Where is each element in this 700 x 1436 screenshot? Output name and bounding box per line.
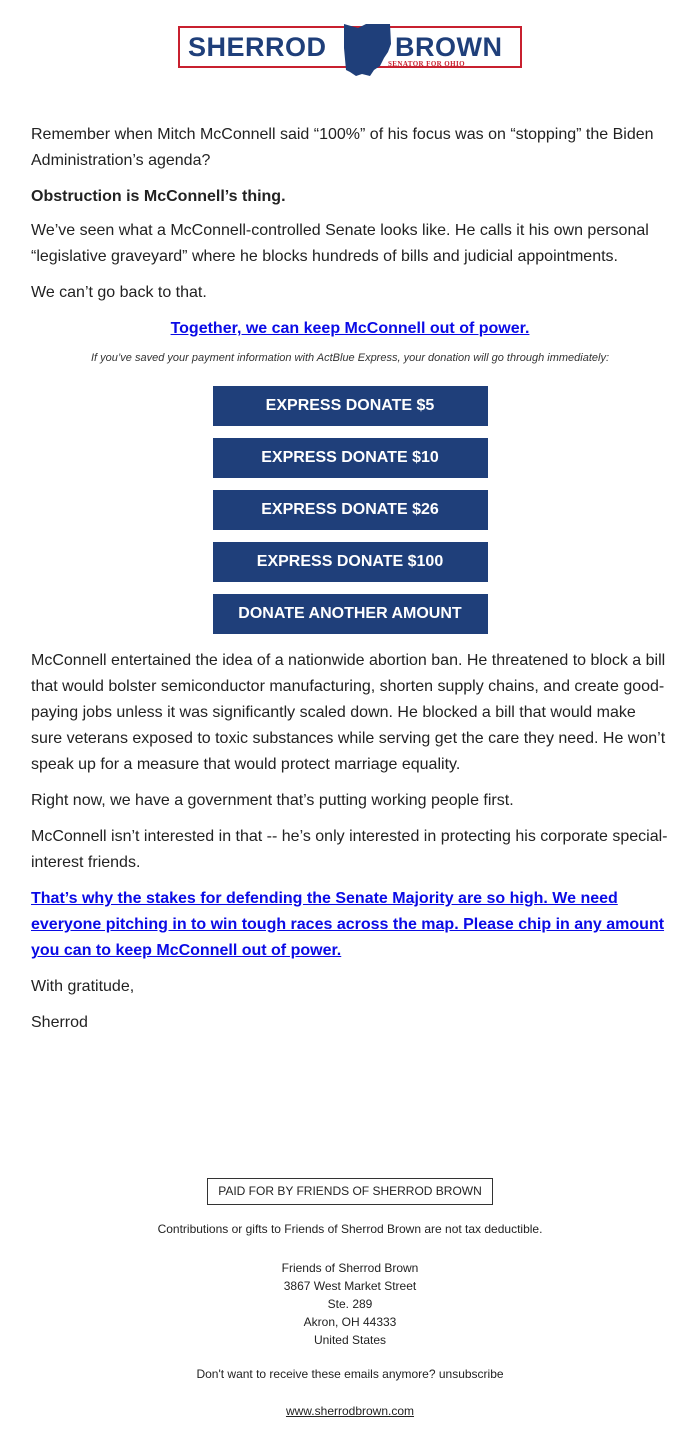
footer <box>0 1178 700 1419</box>
unsubscribe-line <box>0 1367 700 1382</box>
express-donate-10-button[interactable]: EXPRESS DONATE $10 <box>213 438 488 478</box>
express-donate-26-button[interactable]: EXPRESS DONATE $26 <box>213 490 488 530</box>
signoff: With gratitude, <box>31 978 135 995</box>
paid-for-disclaimer: PAID FOR BY FRIENDS OF SHERROD BROWN <box>207 1178 493 1205</box>
website-link[interactable]: www.sherrodbrown.com <box>285 1404 415 1418</box>
logo-text-sherrod: SHERROD <box>188 32 327 62</box>
address-line: 3867 West Market Street <box>283 1279 417 1293</box>
express-donate-100-button[interactable]: EXPRESS DONATE $100 <box>213 542 488 582</box>
paragraph-go-back: We can’t go back to that. <box>31 284 207 301</box>
unsubscribe-link[interactable]: Don't want to receive these emails anymore? unsubscribe <box>196 1367 504 1381</box>
ohio-state-icon <box>336 18 398 80</box>
signature: Sherrod <box>31 1014 88 1031</box>
donate-another-amount-button[interactable]: DONATE ANOTHER AMOUNT <box>213 594 488 634</box>
address-line: Akron, OH 44333 <box>303 1315 397 1329</box>
paragraph-record: McConnell entertained the idea of a nationwide abortion ban. He threatened to block a bill that would bolster semiconductor manufacturing, shorten supply chains, and create good-paying jobs unless it was significantly scaled down. He blocked a bill that would make sure veterans exposed to toxic substances while serving get the care they need. He won’t speak up for a measure that would protect marriage equality. <box>31 652 666 773</box>
paragraph-intro: Remember when Mitch McConnell said “100%” of his focus was on “stopping” the Biden Administration’s agenda? <box>31 126 654 169</box>
mailing-address <box>0 1259 700 1349</box>
paragraph-working-people: Right now, we have a government that’s putting working people first. <box>31 792 514 809</box>
keep-mcconnell-out-link[interactable]: Together, we can keep McConnell out of power. <box>170 320 530 337</box>
website-line <box>0 1404 700 1419</box>
address-line: United States <box>313 1333 387 1347</box>
paragraph-obstruction: Obstruction is McConnell’s thing. <box>31 188 286 205</box>
sherrod-brown-logo[interactable] <box>178 26 522 68</box>
email-body <box>31 122 669 1046</box>
actblue-express-note: If you’ve saved your payment information with ActBlue Express, your donation will go through immediately: <box>90 352 610 364</box>
paragraph-special-interest: McConnell isn’t interested in that -- he’s only interested in protecting his corporate special-interest friends. <box>31 828 668 871</box>
paragraph-graveyard: We’ve seen what a McConnell-controlled Senate looks like. He calls it his own personal “legislative graveyard” where he blocks hundreds of bills and judicial appointments. <box>31 222 649 265</box>
logo-subtitle: SENATOR FOR OHIO <box>388 60 465 68</box>
logo-text-brown: BROWN <box>395 32 503 62</box>
donate-buttons <box>31 386 669 634</box>
address-line: Friends of Sherrod Brown <box>281 1261 419 1275</box>
express-donate-5-button[interactable]: EXPRESS DONATE $5 <box>213 386 488 426</box>
address-line: Ste. 289 <box>327 1297 373 1311</box>
stakes-donate-link[interactable]: That’s why the stakes for defending the Senate Majority are so high. We need everyone pitching in to win tough races across the map. Please chip in any amount you can to keep McConnell out of power. <box>31 890 665 959</box>
tax-disclaimer: Contributions or gifts to Friends of Sherrod Brown are not tax deductible. <box>157 1222 543 1236</box>
